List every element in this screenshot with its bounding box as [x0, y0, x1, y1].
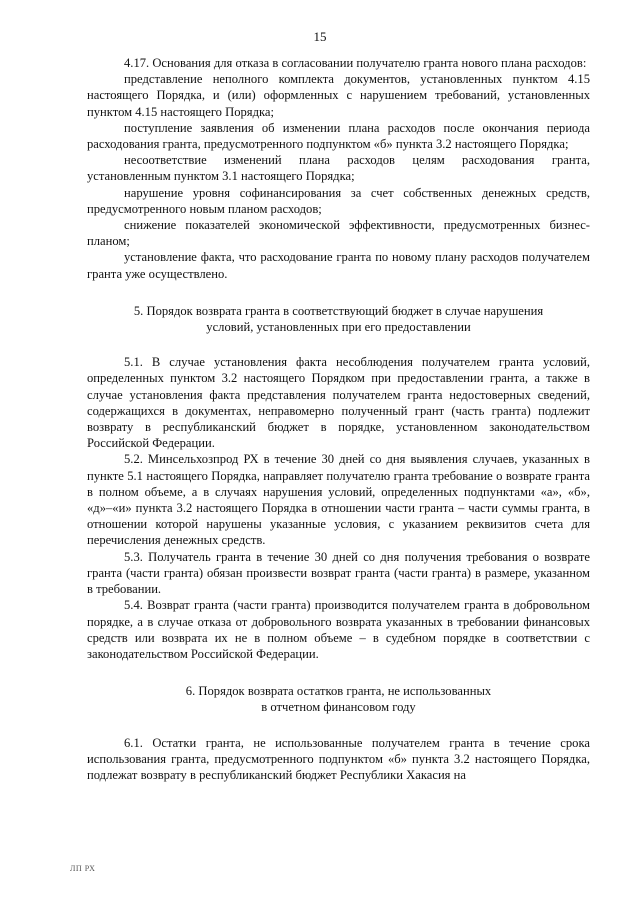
section-5-heading	[87, 303, 590, 335]
footer-mark: ЛП РХ	[70, 864, 96, 873]
section-5-heading-line1: 5. Порядок возврата гранта в соответствующий бюджет в случае нарушения	[133, 303, 544, 318]
section-6-heading-line1: 6. Порядок возврата остатков гранта, не использованных	[185, 684, 492, 699]
paragraph-4-17: 4.17. Основания для отказа в согласовании получателю гранта нового плана расходов:	[124, 56, 587, 70]
list-item: снижение показателей экономической эффективности, предусмотренных бизнес-планом;	[87, 218, 590, 249]
paragraph-5-4: 5.4. Возврат гранта (части гранта) производится получателем гранта в добровольном порядке, а в случае отказа от добровольного возврата указанных в требовании финансовых средств или возврата их не в полном объеме – в судебном порядке в соответствии с законодательством Российской Федерации.	[87, 598, 590, 661]
list-item: поступление заявления об изменении плана расходов после окончания периода расходования гранта, предусмотренного подпунктом «б» пункта 3.2 настоящего Порядка;	[87, 120, 590, 152]
paragraph-5-2: 5.2. Минсельхозпрод РХ в течение 30 дней со дня выявления случаев, указанных в пункте 5.1 настоящего Порядка, направляет получателю гранта требование о возврате гранта в полном объеме, а в случаях нарушения условий, определенных подпунктами «а», «б», «д»–«и» пункта 3.2 настоящего Порядка в отношении части гранта – части суммы гранта, в отношении которой нарушены указанные условия, с указанием реквизитов счета для перечисления денежных средств.	[87, 452, 590, 548]
section-5-heading-line2: условий, установленных при его предоставлении	[206, 320, 471, 335]
paragraph-6-1: 6.1. Остатки гранта, не использованные получателем гранта в течение срока использования гранта, предусмотренного подпунктом «б» пункта 3.2 настоящего Порядка, подлежат возврату в республиканский бюджет Республики Хакасия на	[87, 735, 590, 782]
list-item: несоответствие изменений плана расходов целям расходования гранта, установленным пунктом 3.1 настоящего Порядка;	[87, 153, 590, 184]
section-6-heading	[87, 683, 590, 715]
document-body	[87, 55, 590, 783]
list-item: нарушение уровня софинансирования за счет собственных денежных средств, предусмотренного новым планом расходов;	[87, 185, 590, 216]
paragraph-5-1: 5.1. В случае установления факта несоблюдения получателем гранта условий, определенных пунктом 3.2 настоящего Порядком при предоставлении гранта, а также в случае установления факта представления получателем гранта недостоверных сведений, содержащихся в документах, неправомерно полученный грант (часть гранта) подлежит возврату в республиканский бюджет в порядке, установленном законодательством Российской Федерации.	[87, 355, 590, 451]
list-item: представление неполного комплекта документов, установленных пунктом 4.15 настоящего Порядка, и (или) оформленных с нарушением требований, установленных пунктом 4.15 настоящего Порядка;	[87, 72, 590, 119]
section-6-heading-line2: в отчетном финансовом году	[261, 700, 416, 715]
page-number: 15	[313, 29, 327, 44]
paragraph-5-3: 5.3. Получатель гранта в течение 30 дней со дня получения требования о возврате гранта (части гранта) обязан произвести возврат гранта (части гранта) в размере, указанном в требовании.	[87, 549, 590, 597]
list-item: установление факта, что расходование гранта по новому плану расходов получателем гранта уже осуществлено.	[87, 250, 590, 281]
